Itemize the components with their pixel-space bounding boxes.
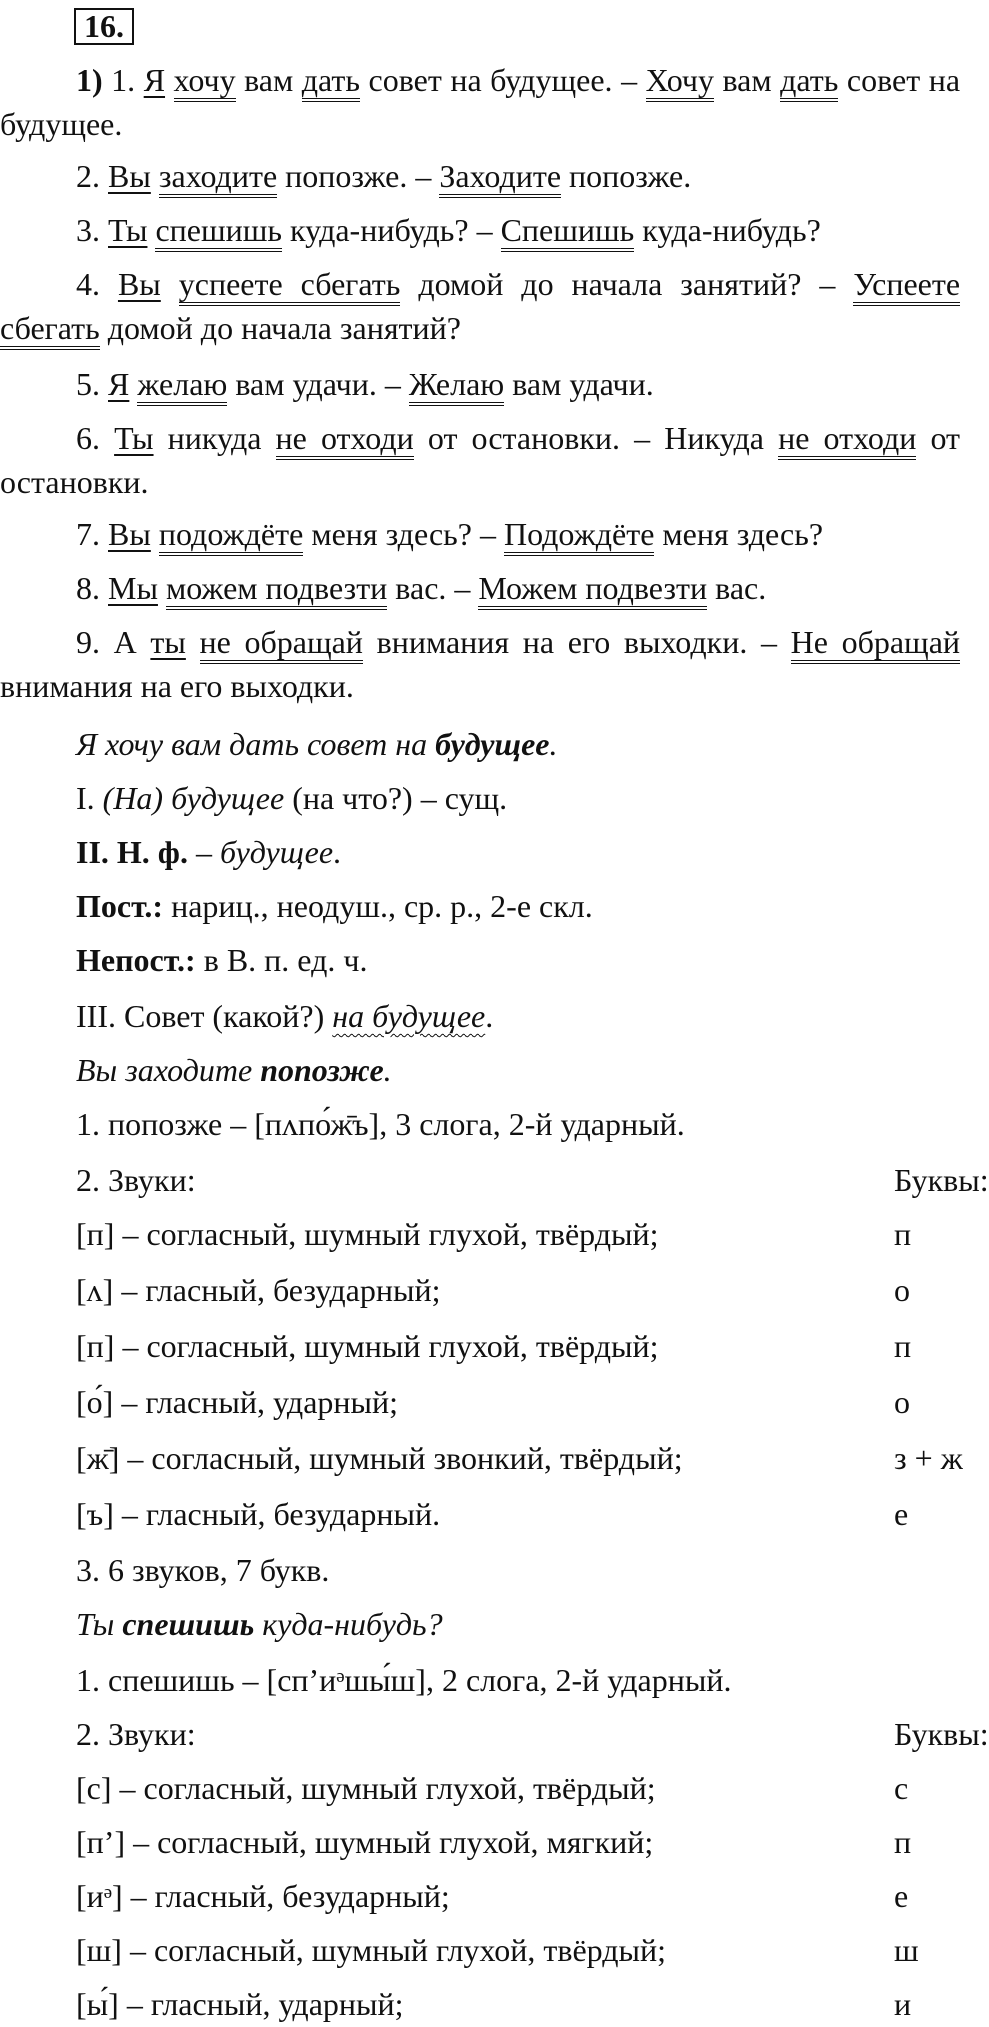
sentence-1 — [0, 58, 960, 146]
sound-row — [76, 1270, 960, 1310]
num: 3. — [76, 212, 100, 248]
sentence-5 — [76, 364, 960, 404]
text: Я хочу вам дать совет на — [76, 726, 436, 762]
subject: Вы — [108, 516, 151, 552]
subject: Вы — [117, 266, 161, 302]
sound-row — [76, 1494, 960, 1534]
text: попозже. — [569, 158, 692, 194]
parse-sentence — [76, 724, 960, 764]
parse-line-3 — [76, 886, 960, 926]
letter: о — [894, 1384, 910, 1420]
part-label: 1) — [76, 62, 103, 98]
sentence-9 — [0, 620, 960, 708]
sound-row — [76, 1438, 963, 1478]
predicate: не отходи — [778, 420, 916, 460]
predicate: подождёте — [159, 516, 303, 556]
sound-row — [76, 1822, 960, 1862]
letter: п — [894, 1824, 912, 1860]
exercise-number-box: 16. — [74, 8, 134, 45]
sounds-header: 2. Звуки: — [76, 1716, 196, 1752]
text: домой до начала занятий? – — [418, 266, 836, 302]
num: 7. — [76, 516, 100, 552]
letter: ш — [894, 1932, 919, 1968]
phon1-header — [76, 1160, 989, 1200]
text: внимания на его выходки. – — [376, 624, 777, 660]
text: вам удачи. — [512, 366, 654, 402]
sentence-6 — [0, 416, 960, 504]
label: Пост.: — [76, 888, 164, 924]
predicate: спешишь — [155, 212, 282, 252]
letter: е — [894, 1496, 909, 1532]
predicate: Спешишь — [501, 212, 635, 252]
text: нариц., неодуш., ср. р., 2-е скл. — [163, 888, 593, 924]
sound-row — [76, 1382, 960, 1422]
letter: п — [894, 1328, 912, 1364]
text: (На) будущее — [102, 780, 285, 816]
predicate: хочу — [174, 62, 236, 102]
predicate: заходите — [159, 158, 277, 198]
num: 8. — [76, 570, 100, 606]
predicate: не отходи — [276, 420, 414, 460]
parsed-word: будущее — [435, 726, 550, 762]
text: в В. п. ед. ч. — [195, 942, 368, 978]
parse-line-4 — [76, 940, 960, 980]
num: 9. А — [76, 624, 137, 660]
phon2-header — [76, 1714, 989, 1754]
text: I. — [76, 780, 103, 816]
phon1-sentence — [76, 1050, 960, 1090]
letter: и — [894, 1986, 912, 2022]
letter: з + ж — [894, 1440, 963, 1476]
text: попозже. – — [285, 158, 432, 194]
predicate: Не обращай — [791, 624, 960, 664]
letters-header: Буквы: — [894, 1716, 989, 1752]
sound-row — [76, 1768, 960, 1808]
subject: Мы — [108, 570, 158, 606]
letters-header: Буквы: — [894, 1162, 989, 1198]
text: вам — [722, 62, 772, 98]
text: от остановки. – Никуда — [427, 420, 765, 456]
sound-description: [п] – согласный, шумный глухой, твёрдый; — [76, 1328, 659, 1364]
sound-description: [о́] – гласный, ударный; — [76, 1384, 399, 1420]
sound-row — [76, 1930, 960, 1970]
text: внимания на его выходки. — [0, 668, 354, 704]
sound-description: [ы́] – гласный, ударный; — [76, 1986, 404, 2022]
predicate: желаю — [137, 366, 227, 406]
text: Вы заходите — [76, 1052, 261, 1088]
text: вас. – — [395, 570, 471, 606]
text: совет на будущее. — [0, 62, 961, 142]
subject: Ты — [114, 420, 154, 456]
sound-description: [иᵊ] – гласный, безударный; — [76, 1878, 450, 1914]
text: будущее — [219, 834, 334, 870]
text: . — [333, 834, 342, 870]
text: куда-нибудь? — [642, 212, 821, 248]
phon1-line-1: 1. попозже – [пʌпо́ж̄ъ], 3 слога, 2-й ударный. — [76, 1106, 685, 1142]
letter: е — [894, 1878, 909, 1914]
phon2-line-1: 1. спешишь – [сп’иᵊшы́ш], 2 слога, 2-й ударный. — [76, 1662, 732, 1698]
subject: ты — [150, 624, 186, 660]
num: 2. — [76, 158, 100, 194]
label: Непост.: — [76, 942, 196, 978]
predicate: Можем подвезти — [478, 570, 707, 610]
predicate: Подождёте — [504, 516, 654, 556]
sound-row — [76, 1326, 960, 1366]
predicate: дать — [780, 62, 838, 102]
text: . — [549, 726, 558, 762]
text: вам — [244, 62, 294, 98]
sounds-header: 2. Звуки: — [76, 1162, 196, 1198]
num: 6. — [76, 420, 100, 456]
text: меня здесь? – — [311, 516, 496, 552]
sound-description: [ʌ] – гласный, безударный; — [76, 1272, 441, 1308]
text: меня здесь? — [662, 516, 824, 552]
subject: Вы — [108, 158, 151, 194]
text: – — [187, 834, 220, 870]
predicate: дать — [302, 62, 360, 102]
sound-description: [ш] – согласный, шумный глухой, твёрдый; — [76, 1932, 667, 1968]
text: домой до начала занятий? — [107, 310, 461, 346]
sentence-8 — [76, 568, 960, 608]
text: вас. — [715, 570, 767, 606]
sentence-2 — [76, 156, 960, 196]
parse-line-1 — [76, 778, 960, 818]
text: вам удачи. – — [235, 366, 401, 402]
letter: п — [894, 1216, 912, 1252]
sentence-3 — [76, 210, 960, 250]
subject: Я — [108, 366, 130, 402]
predicate: успеете сбегать — [179, 266, 401, 306]
sound-description: [ж̄] – согласный, шумный звонкий, твёрдый; — [76, 1440, 683, 1476]
label: II. Н. ф. — [76, 834, 188, 870]
num: 1. — [111, 62, 136, 98]
text: никуда — [167, 420, 262, 456]
text: куда-нибудь? — [254, 1606, 443, 1642]
phon2-sentence — [76, 1604, 960, 1644]
text: (на что?) – сущ. — [284, 780, 508, 816]
sound-description: [п] – согласный, шумный глухой, твёрдый; — [76, 1216, 659, 1252]
text: . — [383, 1052, 392, 1088]
predicate: Заходите — [439, 158, 561, 198]
attribute-phrase: на будущее — [332, 998, 486, 1034]
sentence-7 — [76, 514, 960, 554]
text: от остановки. — [0, 420, 961, 500]
sentence-4 — [0, 262, 960, 350]
text: совет на будущее. – — [368, 62, 638, 98]
text: куда-нибудь? – — [289, 212, 493, 248]
text: III. Совет (какой?) — [76, 998, 333, 1034]
sound-row — [76, 1214, 960, 1254]
letter: о — [894, 1272, 910, 1308]
predicate: Желаю — [409, 366, 504, 406]
sound-description: [п’] – согласный, шумный глухой, мягкий; — [76, 1824, 654, 1860]
phon1-total: 3. 6 звуков, 7 букв. — [76, 1552, 330, 1588]
parsed-word: попозже — [260, 1052, 384, 1088]
parse-line-5 — [76, 996, 960, 1036]
sound-description: [с] – согласный, шумный глухой, твёрдый; — [76, 1770, 656, 1806]
sound-description: [ъ] – гласный, безударный. — [76, 1496, 441, 1532]
predicate: Успеете сбегать — [0, 266, 960, 350]
letter: с — [894, 1770, 909, 1806]
parse-line-2 — [76, 832, 960, 872]
subject: Я — [143, 62, 166, 98]
predicate: Хочу — [646, 62, 714, 102]
parsed-word: спешишь — [122, 1606, 255, 1642]
sound-row — [76, 1984, 960, 2024]
num: 4. — [76, 266, 100, 302]
text: . — [485, 998, 494, 1034]
predicate: можем подвезти — [166, 570, 387, 610]
subject: Ты — [108, 212, 148, 248]
predicate: не обращай — [200, 624, 363, 664]
text: Ты — [76, 1606, 123, 1642]
num: 5. — [76, 366, 100, 402]
sound-row — [76, 1876, 960, 1916]
